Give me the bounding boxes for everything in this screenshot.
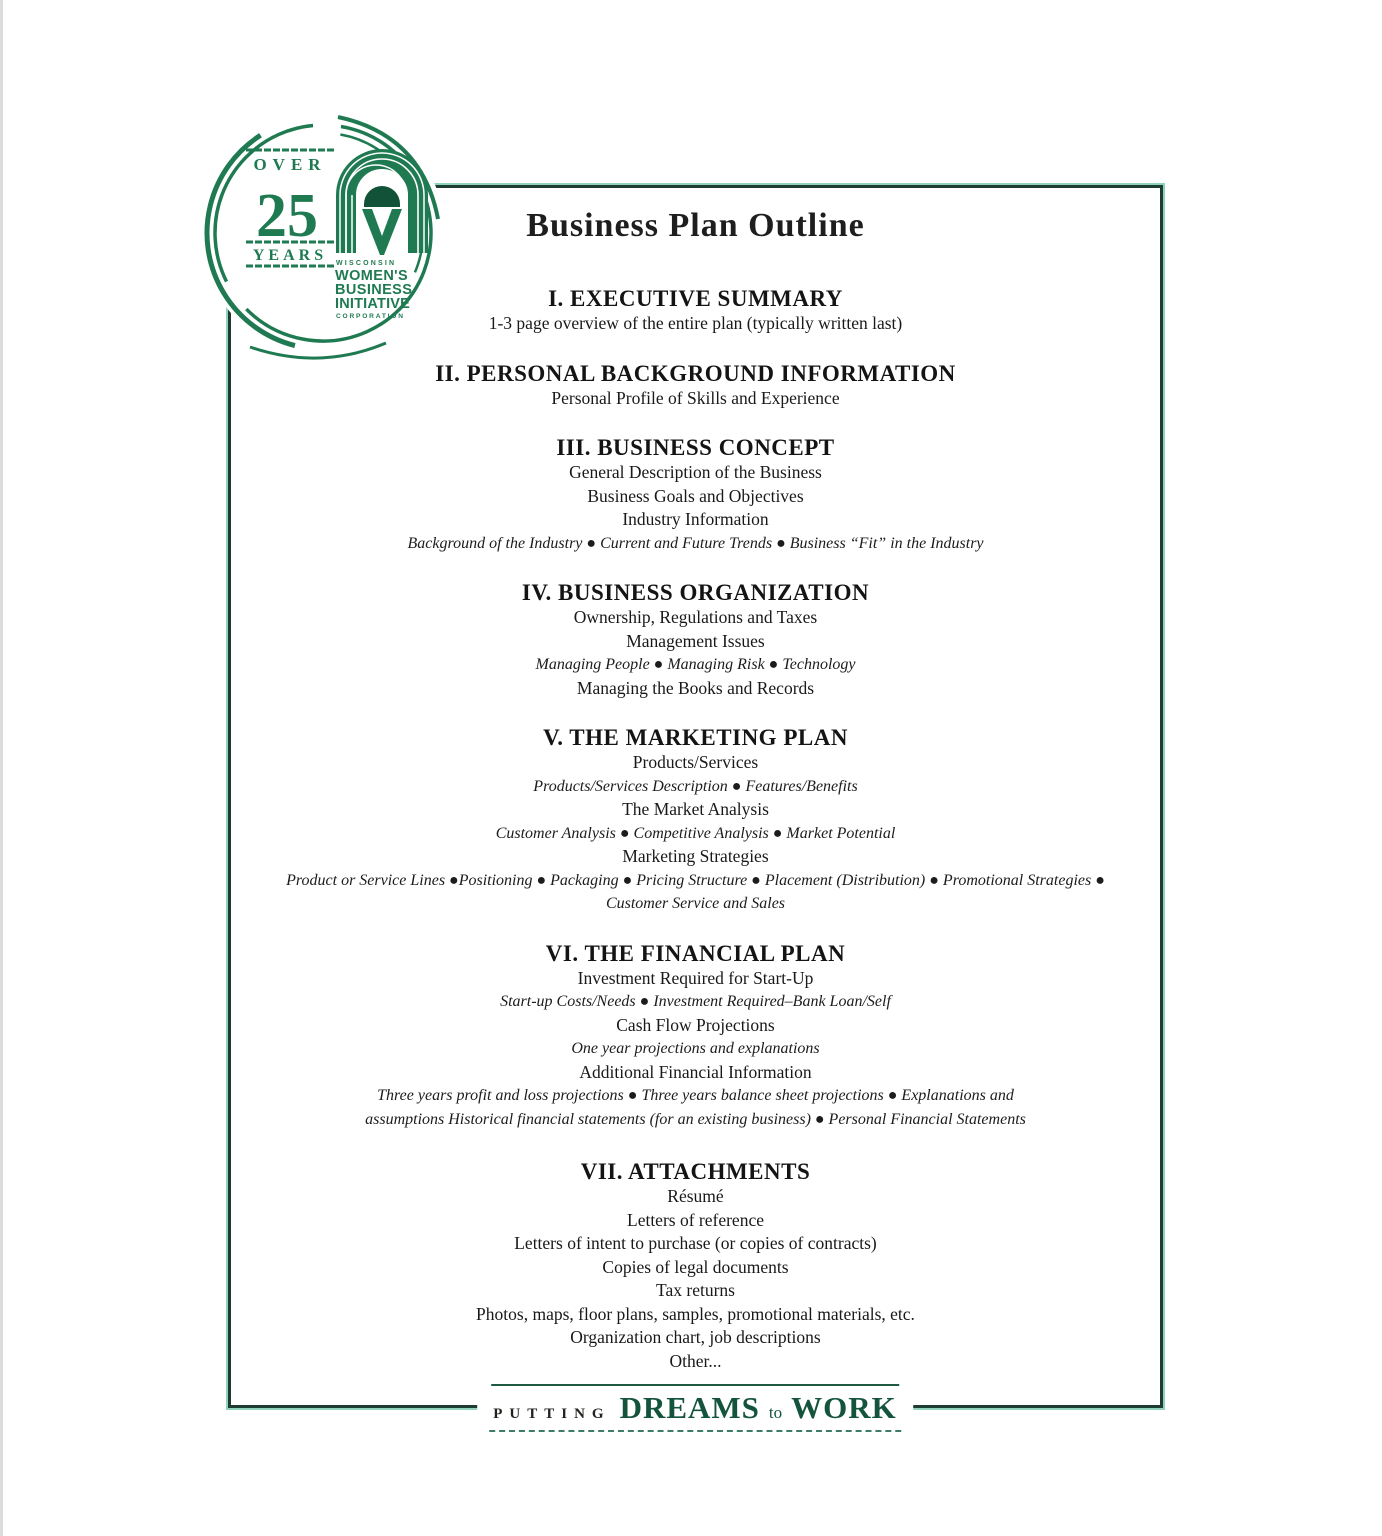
outline-line: Customer Service and Sales [605,895,786,912]
page-title: Business Plan Outline [526,207,865,244]
outline-line: Personal Profile of Skills and Experience [551,387,840,408]
logo-arch-icon [340,153,424,255]
section-5 [231,725,1160,916]
logo-25-text: 25 [256,182,318,250]
outline-line: Management Issues [626,630,765,651]
outline-line: Ownership, Regulations and Taxes [573,607,818,627]
logo-org-name [335,260,412,320]
logo-years-text: YEARS [252,247,328,264]
section-6 [231,941,1160,1132]
outline-line: Cash Flow Projections [616,1014,775,1035]
outline-line: Organization chart, job descriptions [570,1327,821,1347]
tagline-putting: PUTTING [493,1406,611,1422]
outline-line: Copies of legal documents [602,1256,789,1277]
section-heading: VI. THE FINANCIAL PLAN [545,940,846,966]
outline-line: Additional Financial Information [579,1061,812,1082]
wwbic-25-years-logo [190,103,462,375]
outline-line: assumptions Historical financial statements (for an existing business) ● Personal Financial Statements [365,1110,1026,1128]
section-heading: III. BUSINESS CONCEPT [556,435,835,460]
outline-line: Products/Services [632,752,759,772]
section-heading: IV. BUSINESS ORGANIZATION [521,580,870,605]
outline-line: Résumé [667,1186,724,1206]
outline-line: Industry Information [622,509,769,529]
tagline-to: to [768,1403,783,1422]
logo-over-text: OVER [253,155,327,174]
tagline-rule-bottom [489,1430,901,1432]
outline-line: General Description of the Business [569,462,822,482]
outline-line: Business Goals and Objectives [587,485,804,506]
outline-line: Investment Required for Start-Up [577,967,814,988]
logo-org-line: INITIATIVE [335,296,411,312]
outline-line: Three years profit and loss projections ● Three years balance sheet projections ● Explanations and [377,1087,1014,1104]
outline-line: Product or Service Lines ●Positioning ● Packaging ● Pricing Structure ● Placement (Distribution) ● Promotional Strategies ● [286,871,1105,889]
outline-line: Photos, maps, floor plans, samples, promotional materials, etc. [476,1303,915,1324]
outline-line: Customer Analysis ● Competitive Analysis ● Market Potential [495,824,896,842]
section-4 [231,580,1160,700]
outline-line: Other... [669,1350,722,1371]
outline-line: Letters of reference [627,1209,764,1230]
section-3 [231,435,1160,555]
section-heading: II. PERSONAL BACKGROUND INFORMATION [435,360,956,386]
section-heading: I. EXECUTIVE SUMMARY [548,286,843,311]
outline-line: Managing People ● Managing Risk ● Technology [535,656,856,673]
section-heading: V. THE MARKETING PLAN [543,725,848,750]
logo-org-line: WISCONSIN [336,260,397,267]
outline-line: Start-up Costs/Needs ● Investment Required–Bank Loan/Self [500,993,891,1010]
outline-line: 1-3 page overview of the entire plan (typically written last) [488,313,903,333]
logo-org-line: WOMEN'S [335,268,409,284]
tagline-dreams: DREAMS [619,1390,760,1425]
outline-line: Tax returns [656,1280,735,1300]
outline-line: One year projections and explanations [571,1040,820,1057]
tagline-rule-left [491,1384,809,1386]
footer-tagline [477,1384,913,1434]
outline-line: Products/Services Description ● Features/Benefits [533,777,858,795]
tagline-rule-right [781,1384,899,1386]
outline-line: The Market Analysis [622,799,769,819]
outline-line: Managing the Books and Records [576,677,815,698]
sections [231,286,1160,1373]
section-heading: VII. ATTACHMENTS [580,1159,811,1184]
outline-line: Letters of intent to purchase (or copies of contracts) [514,1233,877,1253]
section-7 [231,1159,1160,1373]
outline-line: Background of the Industry ● Current and Future Trends ● Business “Fit” in the Industry [407,534,984,552]
logo-org-line: CORPORATION [336,313,405,320]
outline-line: Marketing Strategies [622,846,769,866]
logo-org-line: BUSINESS [335,282,413,298]
tagline-work: WORK [791,1390,897,1425]
